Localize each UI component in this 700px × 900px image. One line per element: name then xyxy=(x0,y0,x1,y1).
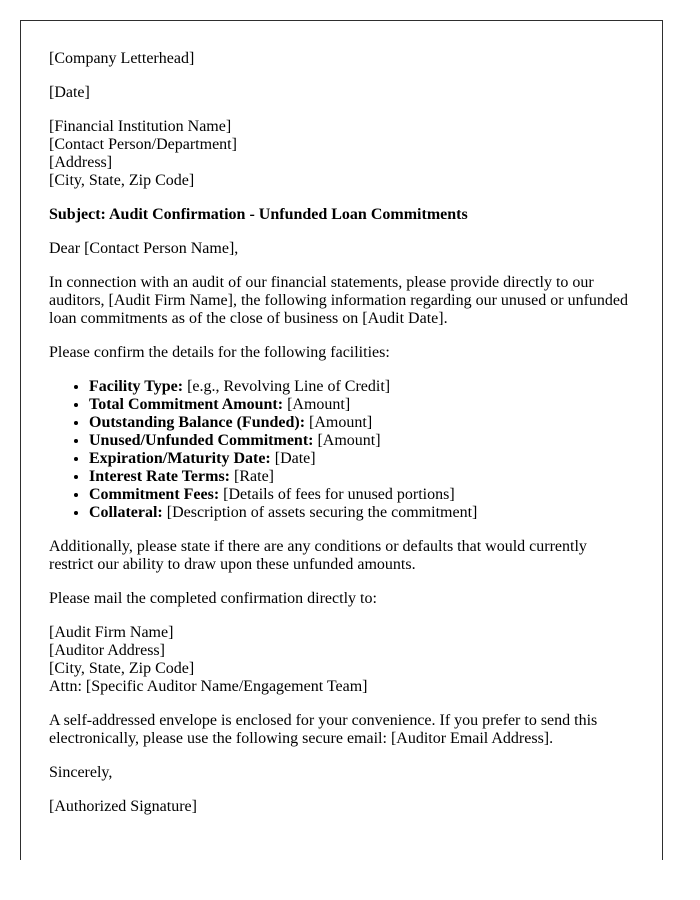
recipient-contact-person: [Contact Person/Department] xyxy=(49,136,237,153)
facility-label: Commitment Fees: xyxy=(89,486,220,503)
facility-value: [Amount] xyxy=(317,432,381,449)
recipient-address-block xyxy=(49,118,634,190)
confirm-details-paragraph: Please confirm the details for the following facilities: xyxy=(49,344,390,361)
facilities-list xyxy=(49,378,634,522)
facility-item-outstanding-balance xyxy=(89,414,634,432)
facility-value: [Rate] xyxy=(234,468,274,485)
facility-item-total-commitment xyxy=(89,396,634,414)
auditor-attn-line: Attn: [Specific Auditor Name/Engagement Team] xyxy=(49,678,368,695)
facility-label: Facility Type: xyxy=(89,378,184,395)
facility-value: [Amount] xyxy=(309,414,373,431)
facility-item-interest-rate xyxy=(89,468,634,486)
intro-paragraph: In connection with an audit of our financial statements, please provide directly to our auditors, [Audit Firm Name], the following information regarding our unused or unfunded loan commitments as of the close of business on [Audit Date]. xyxy=(49,274,628,327)
facility-label: Collateral: xyxy=(89,504,163,521)
facility-label: Unused/Unfunded Commitment: xyxy=(89,432,314,449)
salutation: Dear [Contact Person Name], xyxy=(49,240,239,257)
facility-item-expiration-date xyxy=(89,450,634,468)
facility-item-type xyxy=(89,378,634,396)
auditor-address-block xyxy=(49,624,634,696)
auditor-firm-name: [Audit Firm Name] xyxy=(49,624,174,641)
facility-label: Expiration/Maturity Date: xyxy=(89,450,271,467)
facility-value: [Details of fees for unused portions] xyxy=(223,486,455,503)
facility-item-commitment-fees xyxy=(89,486,634,504)
date-line: [Date] xyxy=(49,84,90,101)
recipient-address: [Address] xyxy=(49,154,113,171)
recipient-city-state-zip: [City, State, Zip Code] xyxy=(49,172,195,189)
closing: Sincerely, xyxy=(49,764,113,781)
signature-placeholder: [Authorized Signature] xyxy=(49,798,197,815)
facility-item-unused-commitment xyxy=(89,432,634,450)
company-letterhead: [Company Letterhead] xyxy=(49,50,195,67)
recipient-institution-name: [Financial Institution Name] xyxy=(49,118,232,135)
conditions-paragraph: Additionally, please state if there are any conditions or defaults that would currently restrict our ability to draw upon these unfunded amounts. xyxy=(49,538,587,573)
facility-item-collateral xyxy=(89,504,634,522)
mail-instruction-paragraph: Please mail the completed confirmation directly to: xyxy=(49,590,377,607)
envelope-paragraph: A self-addressed envelope is enclosed for your convenience. If you prefer to send this electronically, please use the following secure email: [Auditor Email Address]. xyxy=(49,712,598,747)
facility-value: [e.g., Revolving Line of Credit] xyxy=(187,378,391,395)
facility-label: Interest Rate Terms: xyxy=(89,468,231,485)
letter-document xyxy=(20,20,663,860)
facility-label: Outstanding Balance (Funded): xyxy=(89,414,306,431)
facility-value: [Amount] xyxy=(287,396,351,413)
facility-label: Total Commitment Amount: xyxy=(89,396,284,413)
subject-line: Subject: Audit Confirmation - Unfunded Loan Commitments xyxy=(49,206,468,223)
facility-value: [Date] xyxy=(274,450,316,467)
auditor-city-state-zip: [City, State, Zip Code] xyxy=(49,660,195,677)
auditor-address: [Auditor Address] xyxy=(49,642,165,659)
facility-value: [Description of assets securing the commitment] xyxy=(166,504,478,521)
